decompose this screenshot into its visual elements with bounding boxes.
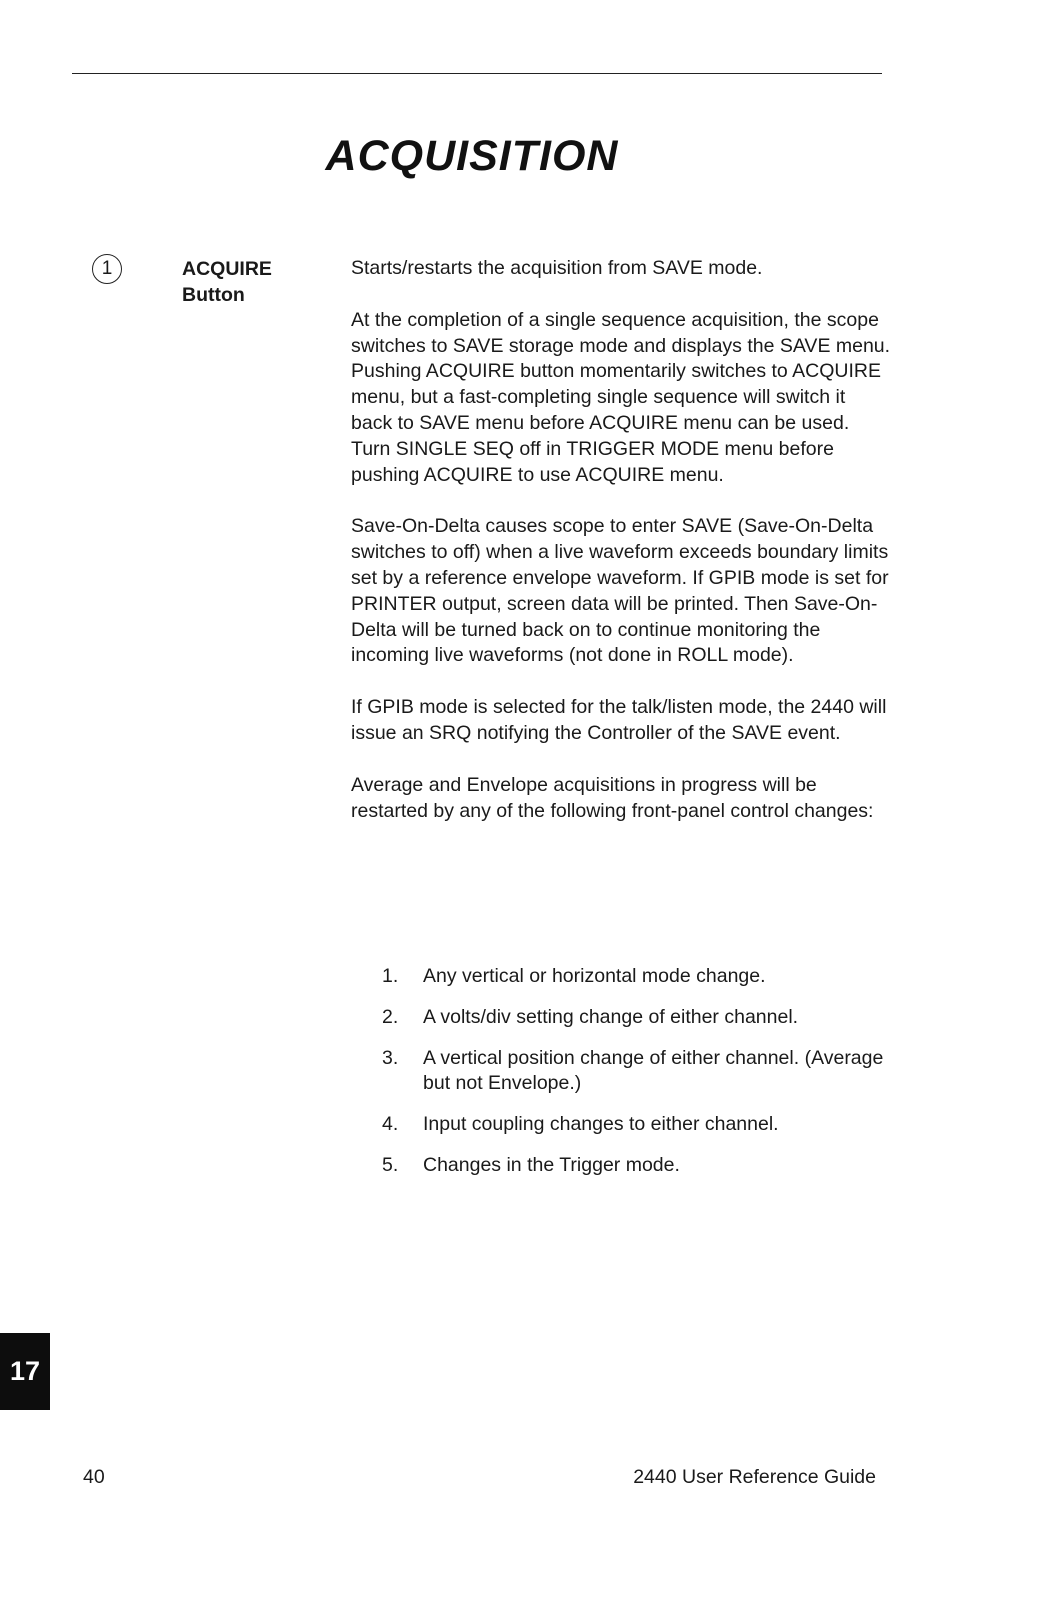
numbered-list [351, 964, 891, 1194]
list-text: Input coupling changes to either channel. [423, 1113, 779, 1136]
list-number: 5. [382, 1153, 399, 1176]
list-item [351, 1005, 891, 1031]
list-item [351, 1046, 891, 1098]
description-body [351, 256, 891, 850]
paragraph: Average and Envelope acquisitions in progress will be restarted by any of the following front-panel control changes: [351, 773, 874, 822]
callout-number: 1 [92, 254, 122, 284]
list-text: A vertical position change of either channel. (Average but not Envelope.) [423, 1046, 884, 1095]
paragraph: Starts/restarts the acquisition from SAVE mode. [351, 257, 763, 279]
page-title: ACQUISITION [325, 132, 619, 180]
list-text: A volts/div setting change of either channel. [423, 1005, 799, 1028]
list-item [351, 964, 891, 990]
list-number: 4. [382, 1113, 399, 1136]
list-item [351, 1112, 891, 1138]
section-tab: 17 [0, 1333, 50, 1410]
item-label-line2: Button [182, 284, 245, 306]
page-number: 40 [83, 1466, 105, 1488]
item-label [182, 256, 272, 308]
paragraph: If GPIB mode is selected for the talk/listen mode, the 2440 will issue an SRQ notifying the Controller of the SAVE event. [351, 696, 887, 744]
paragraph: At the completion of a single sequence acquisition, the scope switches to SAVE storage mode and displays the SAVE menu. Pushing ACQUIRE button momentarily switches to ACQUIRE menu, but a fast-completing single sequence will switch it back to SAVE menu before ACQUIRE menu can be used. Turn SINGLE SEQ off in TRIGGER MODE menu before pushing ACQUIRE to use ACQUIRE menu. [351, 308, 891, 486]
header-rule [72, 73, 882, 74]
list-number: 3. [382, 1046, 399, 1069]
list-number: 1. [382, 965, 399, 987]
document-name: 2440 User Reference Guide [633, 1466, 876, 1488]
item-label-line1: ACQUIRE [182, 258, 272, 280]
list-text: Any vertical or horizontal mode change. [423, 965, 766, 987]
list-number: 2. [382, 1005, 399, 1028]
list-text: Changes in the Trigger mode. [423, 1153, 680, 1176]
paragraph: Save-On-Delta causes scope to enter SAVE (Save-On-Delta switches to off) when a live waveform exceeds boundary limits set by a reference envelope waveform. If GPIB mode is set for PRINTER output, screen data will be printed. Then Save-On-Delta will be turned back on to continue monitoring the incoming live waveforms (not done in ROLL mode). [351, 515, 889, 667]
list-item [351, 1153, 891, 1179]
